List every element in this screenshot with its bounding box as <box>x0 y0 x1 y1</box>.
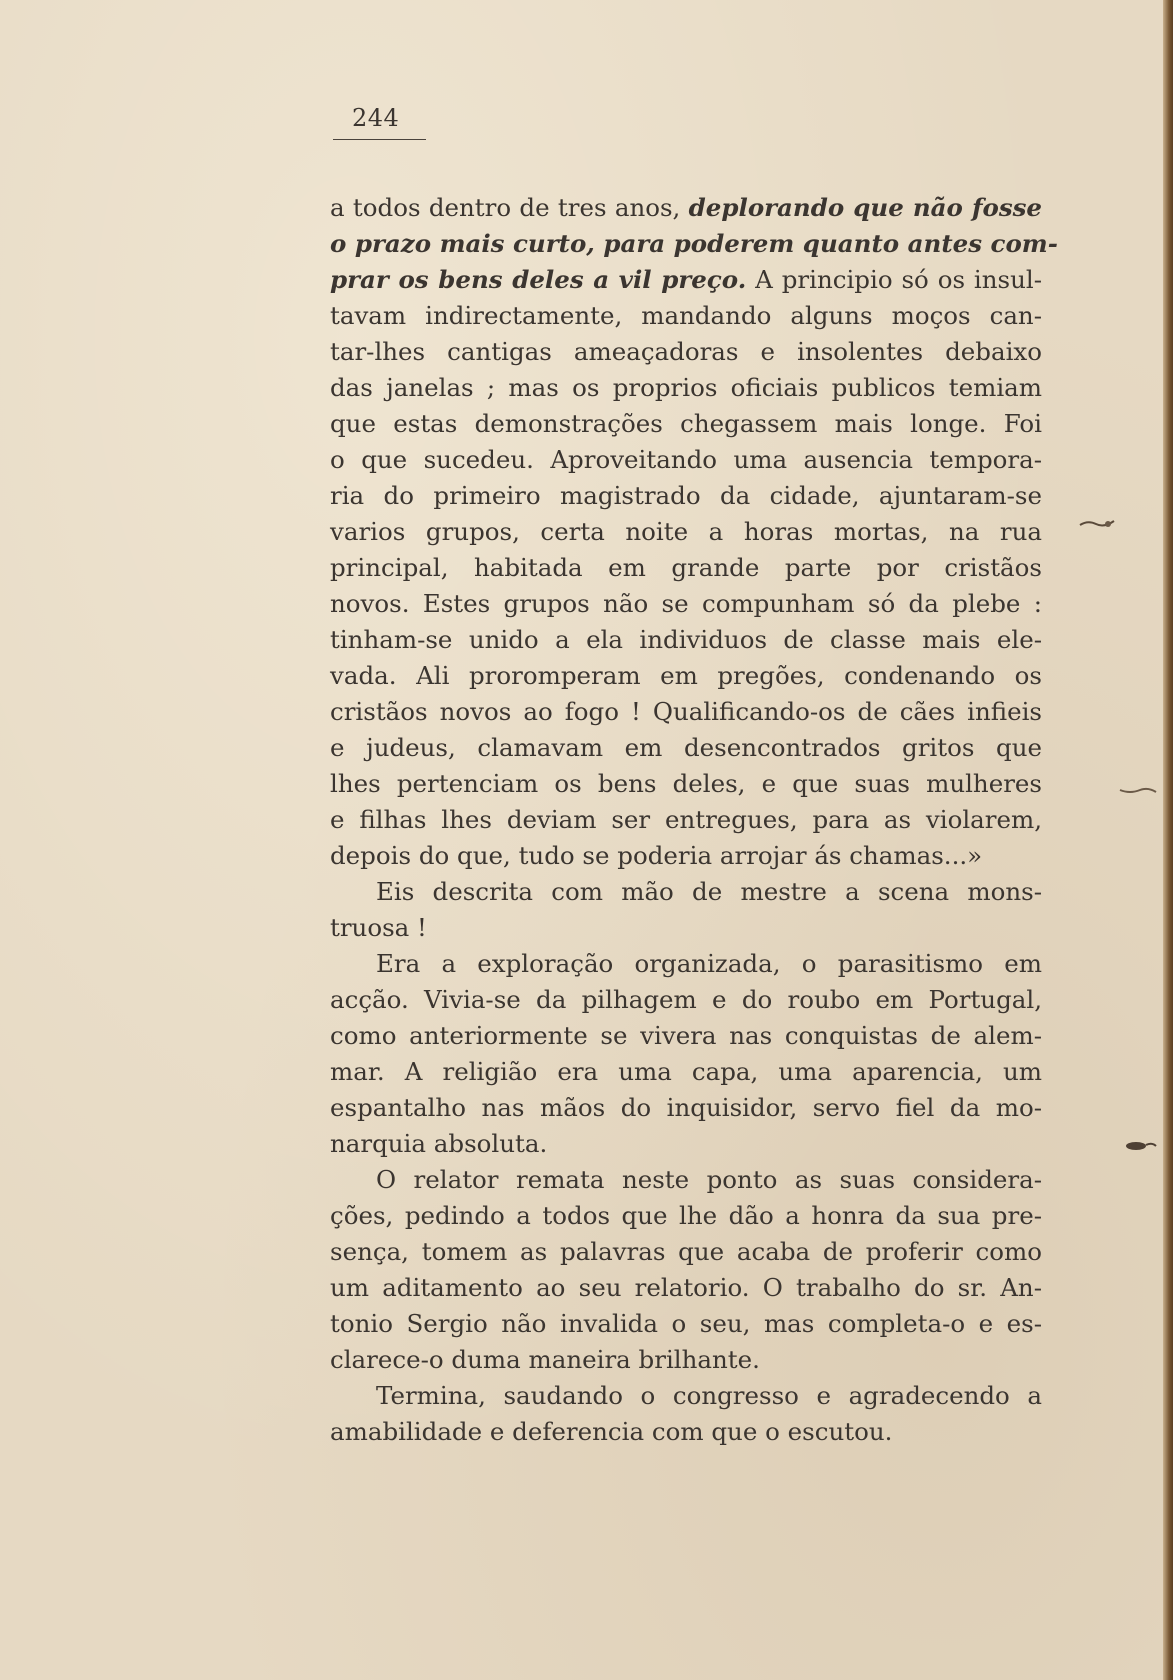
text-line <box>330 370 1042 406</box>
text-segment: e judeus, clamavam em desencontrados gritos que <box>330 733 1042 762</box>
text-segment: mar. A religião era uma capa, uma aparencia, um <box>330 1057 1042 1086</box>
page-edge <box>1163 0 1173 1680</box>
bookworm-mark-icon <box>1118 784 1158 798</box>
text-segment: que estas demonstrações chegassem mais longe. Foi <box>330 409 1042 438</box>
text-segment: lhes pertenciam os bens deles, e que suas mulheres <box>330 769 1042 798</box>
text-line <box>330 658 1042 694</box>
text-line <box>330 1162 1042 1198</box>
text-segment: narquia absoluta. <box>330 1129 548 1158</box>
italic-text-segment: prar os bens deles a vil preço. <box>330 265 747 294</box>
text-line <box>330 298 1042 334</box>
text-segment: O relator remata neste ponto as suas considera- <box>376 1165 1042 1194</box>
bookworm-mark-icon <box>1078 516 1118 530</box>
text-segment: e filhas lhes deviam ser entregues, para as violarem, <box>330 805 1042 834</box>
bookworm-mark-icon <box>1118 1138 1158 1152</box>
text-segment: principal, habitada em grande parte por cristãos <box>330 553 1042 582</box>
text-segment: amabilidade e deferencia com que o escutou. <box>330 1417 893 1446</box>
text-segment: vada. Ali proromperam em pregões, condenando os <box>330 661 1042 690</box>
text-segment: tonio Sergio não invalida o seu, mas completa-o e es- <box>330 1309 1042 1338</box>
text-line <box>330 514 1042 550</box>
text-line <box>330 1342 1042 1378</box>
text-line <box>330 442 1042 478</box>
text-line <box>330 1414 1042 1450</box>
text-line <box>330 406 1042 442</box>
text-line <box>330 874 1042 910</box>
text-line <box>330 1054 1042 1090</box>
text-line <box>330 478 1042 514</box>
text-line <box>330 1378 1042 1414</box>
text-segment: cristãos novos ao fogo ! Qualificando-os de cães infieis <box>330 697 1042 726</box>
text-line <box>330 766 1042 802</box>
text-segment: o que sucedeu. Aproveitando uma ausencia tempora- <box>330 445 1042 474</box>
text-segment: novos. Estes grupos não se compunham só da plebe : <box>330 589 1042 618</box>
text-line <box>330 730 1042 766</box>
text-line <box>330 982 1042 1018</box>
text-segment: Era a exploração organizada, o parasitismo em <box>376 949 1042 978</box>
text-segment: A principio só os insul- <box>746 265 1042 294</box>
text-line <box>330 1198 1042 1234</box>
italic-text-segment: deplorando que não fosse <box>688 193 1042 222</box>
text-line <box>330 1306 1042 1342</box>
body-text <box>330 190 1058 1450</box>
text-line <box>330 334 1042 370</box>
text-line <box>330 262 1042 298</box>
text-segment: das janelas ; mas os proprios oficiais publicos temiam <box>330 373 1042 402</box>
text-segment: tar-lhes cantigas ameaçadoras e insolentes debaixo <box>330 337 1042 366</box>
text-segment: sença, tomem as palavras que acaba de proferir como <box>330 1237 1042 1266</box>
text-segment: um aditamento ao seu relatorio. O trabalho do sr. An- <box>330 1273 1042 1302</box>
text-line <box>330 838 1042 874</box>
text-line <box>330 1126 1042 1162</box>
text-segment: Termina, saudando o congresso e agradecendo a <box>376 1381 1042 1410</box>
text-segment: espantalho nas mãos do inquisidor, servo fiel da mo- <box>330 1093 1042 1122</box>
text-line <box>330 1090 1042 1126</box>
text-segment: truosa ! <box>330 913 427 942</box>
text-segment: tavam indirectamente, mandando alguns moços can- <box>330 301 1042 330</box>
text-segment: ções, pedindo a todos que lhe dão a honra da sua pre- <box>330 1201 1042 1230</box>
text-segment: a todos dentro de tres anos, <box>330 193 689 222</box>
text-line <box>330 190 1042 226</box>
page-number: 244 <box>352 104 400 132</box>
text-line <box>330 946 1042 982</box>
text-line <box>330 226 1058 262</box>
text-segment: como anteriormente se vivera nas conquistas de alem- <box>330 1021 1042 1050</box>
text-line <box>330 910 1042 946</box>
text-line <box>330 1270 1042 1306</box>
text-segment: acção. Vivia-se da pilhagem e do roubo em Portugal, <box>330 985 1042 1014</box>
italic-text-segment: o prazo mais curto, para poderem quanto antes com- <box>330 229 1058 258</box>
text-segment: varios grupos, certa noite a horas mortas, na rua <box>330 517 1042 546</box>
text-segment: clarece-o duma maneira brilhante. <box>330 1345 760 1374</box>
text-line <box>330 586 1042 622</box>
text-segment: ria do primeiro magistrado da cidade, ajuntaram-se <box>330 481 1042 510</box>
text-line <box>330 1234 1042 1270</box>
text-line <box>330 1018 1042 1054</box>
text-line <box>330 802 1042 838</box>
text-line <box>330 694 1042 730</box>
text-segment: Eis descrita com mão de mestre a scena mons- <box>376 877 1042 906</box>
text-line <box>330 550 1042 586</box>
page-number-rule <box>333 139 426 140</box>
text-segment: tinham-se unido a ela individuos de classe mais ele- <box>330 625 1042 654</box>
text-line <box>330 622 1042 658</box>
text-segment: depois do que, tudo se poderia arrojar ás chamas...» <box>330 841 983 870</box>
